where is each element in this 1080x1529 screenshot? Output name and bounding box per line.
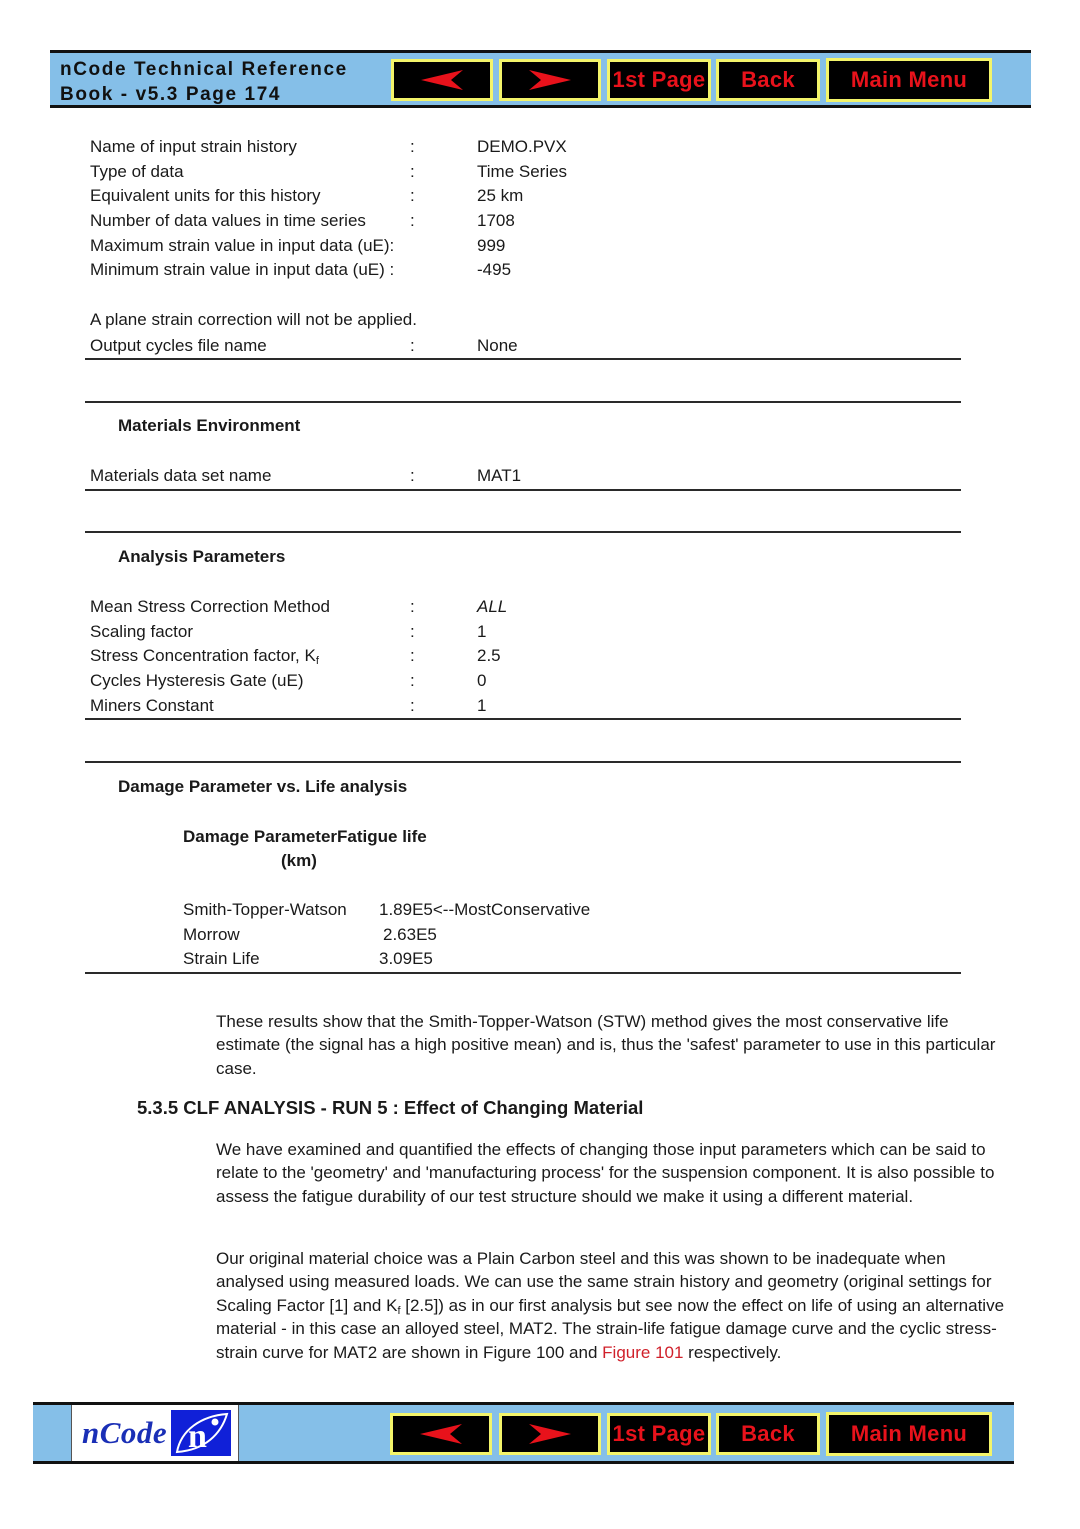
material-paragraph bbox=[216, 1247, 1016, 1364]
row-separator: : bbox=[410, 466, 415, 485]
main-menu-button[interactable] bbox=[826, 58, 992, 102]
left-arrow-icon bbox=[418, 1423, 464, 1445]
row-separator: : bbox=[410, 621, 415, 641]
row-label bbox=[90, 644, 319, 669]
next-page-button[interactable] bbox=[499, 1413, 601, 1455]
next-page-button[interactable] bbox=[499, 59, 601, 101]
divider bbox=[85, 972, 961, 974]
section-heading: 5.3.5 CLF ANALYSIS - RUN 5 : Effect of Changing Material bbox=[137, 1097, 644, 1118]
row-value: -495 bbox=[477, 260, 512, 280]
damage-life: 3.09E5 bbox=[379, 949, 433, 968]
divider bbox=[85, 401, 961, 403]
damage-life: 2.63E5 bbox=[383, 925, 437, 944]
row-value: MAT1 bbox=[477, 466, 522, 485]
first-page-button[interactable] bbox=[607, 59, 711, 101]
row-label: Maximum strain value in input data (uE): bbox=[90, 235, 395, 255]
row-label: Type of data bbox=[90, 161, 184, 181]
divider bbox=[85, 531, 961, 533]
damage-column-header: Damage ParameterFatigue life bbox=[183, 827, 427, 846]
row-value: ALL bbox=[477, 597, 508, 616]
row-label: Mean Stress Correction Method bbox=[90, 597, 330, 616]
row-label: Materials data set name bbox=[90, 466, 272, 485]
row-label: Scaling factor bbox=[90, 621, 193, 641]
logo-swoosh-icon bbox=[171, 1410, 231, 1456]
row-value: 1 bbox=[477, 621, 487, 641]
main-menu-label: Main Menu bbox=[850, 1421, 968, 1446]
row-separator: : bbox=[410, 695, 415, 715]
row-value: 25 km bbox=[477, 186, 524, 206]
row-label: Equivalent units for this history bbox=[90, 186, 321, 206]
header-bar bbox=[50, 50, 1031, 108]
row-label: Name of input strain history bbox=[90, 137, 297, 156]
row-value: 1708 bbox=[477, 211, 515, 231]
para-text: respectively. bbox=[683, 1342, 782, 1362]
divider bbox=[85, 489, 961, 491]
prev-page-button[interactable] bbox=[390, 1413, 492, 1455]
row-value: 2.5 bbox=[477, 646, 501, 666]
row-value: 1 bbox=[477, 695, 487, 715]
damage-param: Strain Life bbox=[183, 949, 260, 968]
left-arrow-icon bbox=[419, 69, 465, 91]
document-title bbox=[60, 57, 348, 107]
damage-param: Smith-Topper-Watson bbox=[183, 900, 347, 919]
damage-param: Morrow bbox=[183, 925, 240, 944]
divider bbox=[85, 718, 961, 720]
row-value: 999 bbox=[477, 235, 506, 255]
subscript: f bbox=[397, 1304, 401, 1317]
divider bbox=[85, 358, 961, 360]
row-separator: : bbox=[410, 186, 415, 206]
materials-heading: Materials Environment bbox=[118, 416, 301, 435]
row-label: Minimum strain value in input data (uE) : bbox=[90, 260, 395, 280]
row-label: Number of data values in time series bbox=[90, 211, 366, 231]
main-menu-button[interactable] bbox=[826, 1412, 992, 1456]
row-separator: : bbox=[410, 137, 415, 156]
ncode-logo-mark-icon bbox=[171, 1410, 231, 1456]
back-button[interactable] bbox=[716, 1413, 820, 1455]
row-value: None bbox=[477, 336, 518, 355]
prev-page-button[interactable] bbox=[391, 59, 493, 101]
label-text: Stress Concentration factor, K bbox=[90, 646, 316, 666]
row-separator: : bbox=[410, 336, 415, 355]
para-text: [2.5]) as in our first analysis but see now the effect on life of using an alternative material - in this case an alloyed steel, MAT2. The strain-life fatigue damage curve and the cyclic stress-strain curve for MAT2 are shown in Figure 100 and bbox=[216, 1295, 1005, 1362]
title-line-2: Book - v5.3 Page 174 bbox=[60, 84, 282, 105]
row-separator: : bbox=[410, 597, 415, 616]
back-button[interactable] bbox=[716, 59, 820, 101]
first-page-label: 1st Page bbox=[612, 1421, 706, 1446]
row-value: Time Series bbox=[477, 161, 568, 181]
damage-units-header: (km) bbox=[281, 851, 317, 870]
para-text: Our original material choice was a Plain Carbon steel and this was shown to be inadequate when analysed using measured loads. We can use the same strain history and geometry (original settings for Scaling Factor [1] and K bbox=[216, 1249, 992, 1315]
damage-heading: Damage Parameter vs. Life analysis bbox=[118, 777, 408, 796]
row-separator: : bbox=[410, 671, 415, 691]
main-menu-label: Main Menu bbox=[850, 67, 968, 92]
row-separator: : bbox=[410, 211, 415, 231]
row-label: Cycles Hysteresis Gate (uE) bbox=[90, 671, 304, 691]
row-label: Output cycles file name bbox=[90, 336, 267, 355]
damage-life: 1.89E5<--MostConservative bbox=[379, 900, 591, 919]
intro-paragraph: We have examined and quantified the effects of changing those input parameters which can be said to relate to the 'geometry' and 'manufacturing process' for the suspension component. It is also possible to assess the fatigue durability of our test structure should we make it using a different material. bbox=[216, 1140, 995, 1206]
analysis-heading: Analysis Parameters bbox=[118, 547, 286, 566]
first-page-button[interactable] bbox=[607, 1413, 711, 1455]
svg-text:n: n bbox=[188, 1418, 208, 1455]
footer-bar bbox=[33, 1402, 1014, 1464]
row-separator: : bbox=[410, 646, 415, 666]
divider bbox=[85, 761, 961, 763]
right-arrow-icon bbox=[527, 1423, 573, 1445]
right-arrow-icon bbox=[527, 69, 573, 91]
subscript: f bbox=[315, 655, 319, 668]
logo-text: nCode bbox=[82, 1415, 168, 1450]
ncode-logo bbox=[71, 1405, 239, 1461]
row-separator: : bbox=[410, 161, 415, 181]
row-label: Miners Constant bbox=[90, 695, 214, 715]
row-value: 0 bbox=[477, 671, 487, 691]
title-line-1: nCode Technical Reference bbox=[60, 59, 348, 80]
figure-101-link[interactable]: Figure 101 bbox=[602, 1342, 684, 1362]
back-label: Back bbox=[741, 67, 795, 92]
row-value: DEMO.PVX bbox=[477, 137, 567, 156]
plane-strain-note: A plane strain correction will not be applied. bbox=[90, 310, 417, 329]
results-paragraph: These results show that the Smith-Topper-Watson (STW) method gives the most conservative life estimate (the signal has a high positive mean) and is, thus the 'safest' parameter to use in this particular case. bbox=[216, 1012, 996, 1078]
back-label: Back bbox=[741, 1421, 795, 1446]
first-page-label: 1st Page bbox=[612, 67, 706, 92]
